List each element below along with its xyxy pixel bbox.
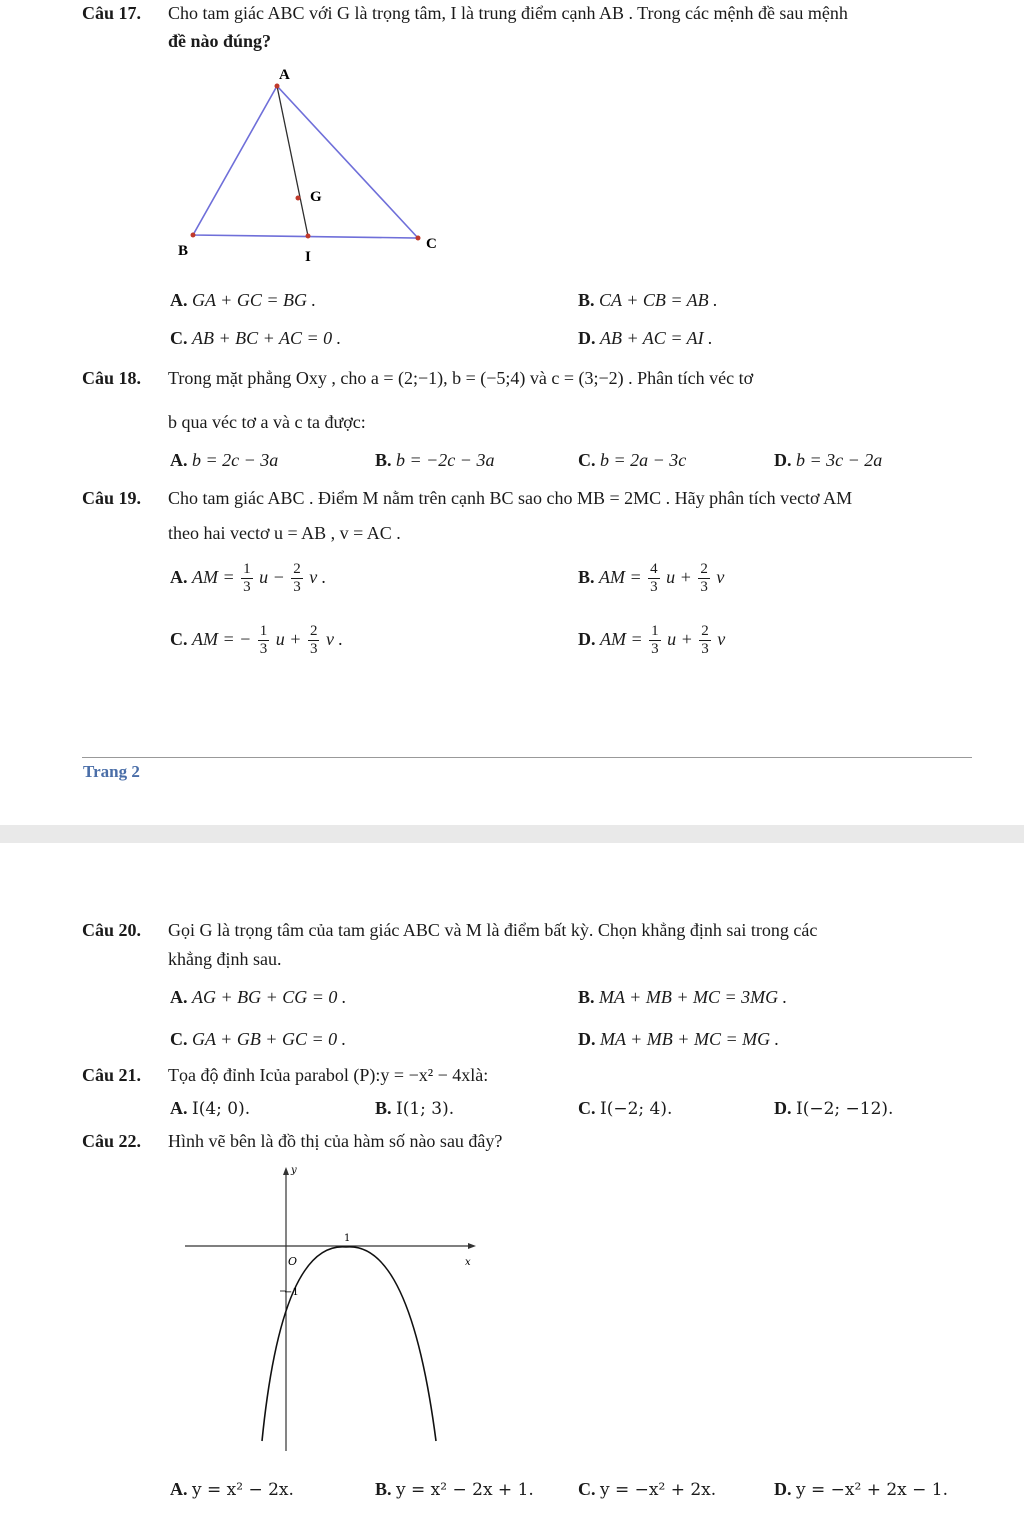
q22-option-c[interactable] xyxy=(578,1478,716,1501)
q20-option-d[interactable] xyxy=(578,1028,779,1050)
option-text: I(−2; 4). xyxy=(600,1099,673,1119)
q18-option-d[interactable] xyxy=(774,449,882,471)
q19-option-c[interactable] xyxy=(170,622,343,658)
point-i xyxy=(306,234,311,239)
option-text: b = 2c − 3a xyxy=(192,450,279,470)
option-term: u + xyxy=(275,629,302,649)
option-label: C. xyxy=(170,328,188,348)
q21-option-a[interactable] xyxy=(170,1097,250,1120)
option-term: v xyxy=(717,629,726,649)
numerator: 2 xyxy=(700,561,708,578)
option-label: C. xyxy=(578,1098,596,1118)
label-i: I xyxy=(305,249,311,265)
x-axis-arrow-icon xyxy=(468,1243,476,1249)
denominator: 3 xyxy=(259,641,268,658)
denominator: 3 xyxy=(650,579,658,596)
option-term: u + xyxy=(667,629,693,649)
label-a: A xyxy=(279,67,290,83)
option-text: I(−2; −12). xyxy=(796,1099,894,1119)
fraction xyxy=(308,623,320,658)
option-lhs: AM = xyxy=(192,567,235,587)
option-label: B. xyxy=(578,567,595,587)
option-text: MA + MB + MC = MG . xyxy=(600,1029,780,1049)
q18-text-line2: b qua véc tơ a và c ta được: xyxy=(168,412,366,432)
option-label: A. xyxy=(170,450,188,470)
q21-option-b[interactable] xyxy=(375,1097,454,1120)
denominator: 3 xyxy=(293,579,301,596)
triangle-abc xyxy=(193,86,418,238)
option-label: C. xyxy=(578,1479,596,1499)
denominator: 3 xyxy=(309,641,318,658)
option-text: AG + BG + CG = 0 . xyxy=(192,987,347,1007)
denominator: 3 xyxy=(243,579,251,596)
option-term: v . xyxy=(325,629,343,649)
q20-option-c[interactable] xyxy=(170,1028,346,1050)
q20-text-line1: Gọi G là trọng tâm của tam giác ABC và M là điểm bất kỳ. Chọn khẳng định sai trong các xyxy=(168,920,818,940)
option-label: D. xyxy=(578,1029,596,1049)
q17-option-d[interactable] xyxy=(578,327,713,349)
option-text: MA + MB + MC = 3MG . xyxy=(599,987,788,1007)
option-lhs: AM = xyxy=(599,567,642,587)
q22-text: Hình vẽ bên là đồ thị của hàm số nào sau đây? xyxy=(168,1131,503,1151)
fraction xyxy=(649,623,661,658)
option-label: A. xyxy=(170,1479,188,1499)
option-label: C. xyxy=(578,450,596,470)
q19-option-a[interactable] xyxy=(170,560,326,596)
option-term: v . xyxy=(309,567,327,587)
fraction xyxy=(648,561,660,596)
point-b xyxy=(191,233,196,238)
origin-label: O xyxy=(288,1255,298,1268)
q18-number: Câu 18. xyxy=(82,368,142,388)
fraction xyxy=(258,623,270,658)
fraction xyxy=(241,561,253,596)
point-c xyxy=(416,236,421,241)
option-label: B. xyxy=(578,290,595,310)
option-text: I(1; 3). xyxy=(396,1099,455,1119)
page-footer: Trang 2 xyxy=(83,762,140,781)
option-lhs: AM = − xyxy=(192,629,252,649)
fraction xyxy=(291,561,303,596)
denominator: 3 xyxy=(701,641,709,658)
option-text: AB + AC = AI . xyxy=(600,328,713,348)
point-a xyxy=(275,84,280,89)
numerator: 4 xyxy=(650,561,658,578)
numerator: 1 xyxy=(651,623,659,640)
x-axis-label: x xyxy=(465,1257,471,1268)
q17-number: Câu 17. xyxy=(82,3,142,23)
q19-option-d[interactable] xyxy=(578,622,725,658)
q20-option-a[interactable] xyxy=(170,986,346,1008)
option-label: B. xyxy=(375,1098,392,1118)
label-c: C xyxy=(426,236,437,252)
triangle-figure xyxy=(160,58,460,268)
q21-option-d[interactable] xyxy=(774,1097,893,1120)
parabola-curve xyxy=(262,1247,436,1441)
page-gap xyxy=(0,825,1024,843)
option-text: b = 3c − 2a xyxy=(796,450,883,470)
option-label: C. xyxy=(170,1029,188,1049)
option-text: GA + GC = BG . xyxy=(192,290,316,310)
option-label: B. xyxy=(578,987,595,1007)
q20-text-line2: khẳng định sau. xyxy=(168,949,282,969)
option-term: u + xyxy=(666,567,692,587)
q22-option-d[interactable] xyxy=(774,1478,948,1501)
option-label: D. xyxy=(774,1098,792,1118)
q17-option-b[interactable] xyxy=(578,289,718,311)
q22-option-a[interactable] xyxy=(170,1478,294,1501)
option-label: D. xyxy=(774,1479,792,1499)
option-text: y = x² − 2x. xyxy=(192,1480,294,1500)
option-label: B. xyxy=(375,1479,392,1499)
option-text: GA + GB + GC = 0 . xyxy=(192,1029,347,1049)
option-term: u − xyxy=(259,567,285,587)
option-label: D. xyxy=(774,450,792,470)
y-axis-label: y xyxy=(291,1165,297,1176)
q19-text-line1: Cho tam giác ABC . Điểm M nằm trên cạnh BC sao cho MB = 2MC . Hãy phân tích vectơ AM xyxy=(168,488,853,508)
numerator: 2 xyxy=(701,623,709,640)
option-label: A. xyxy=(170,1098,188,1118)
option-text: y = −x² + 2x − 1. xyxy=(796,1480,949,1500)
q20-number: Câu 20. xyxy=(82,920,142,940)
option-label: D. xyxy=(578,629,596,649)
numerator: 1 xyxy=(259,623,268,640)
numerator: 2 xyxy=(293,561,301,578)
option-label: A. xyxy=(170,987,188,1007)
fraction xyxy=(699,623,711,658)
q18-option-c[interactable] xyxy=(578,449,686,471)
q21-text: Tọa độ đỉnh Icủa parabol (P):y = −x² − 4xlà: xyxy=(168,1065,489,1085)
numerator: 1 xyxy=(243,561,251,578)
option-label: A. xyxy=(170,290,188,310)
label-b: B xyxy=(178,243,189,259)
q19-option-b[interactable] xyxy=(578,560,724,596)
option-text: CA + CB = AB . xyxy=(599,290,718,310)
parabola-graph xyxy=(180,1161,490,1456)
q18-option-a[interactable] xyxy=(170,449,278,471)
option-label: A. xyxy=(170,567,188,587)
q22-option-b[interactable] xyxy=(375,1478,534,1501)
q21-option-c[interactable] xyxy=(578,1097,672,1120)
q17-option-a[interactable] xyxy=(170,289,316,311)
q18-option-b[interactable] xyxy=(375,449,494,471)
median-ai xyxy=(277,86,308,236)
option-text: y = −x² + 2x. xyxy=(600,1480,717,1500)
q19-number: Câu 19. xyxy=(82,488,142,508)
option-text: I(4; 0). xyxy=(192,1099,251,1119)
page-2 xyxy=(0,843,1024,1516)
option-lhs: AM = xyxy=(600,629,643,649)
denominator: 3 xyxy=(651,641,659,658)
option-text: y = x² − 2x + 1. xyxy=(396,1480,534,1500)
q21-number: Câu 21. xyxy=(82,1065,142,1085)
label-g: G xyxy=(310,189,322,205)
option-label: C. xyxy=(170,629,188,649)
q22-number: Câu 22. xyxy=(82,1131,142,1151)
fraction xyxy=(698,561,710,596)
denominator: 3 xyxy=(700,579,708,596)
q17-text-line1: Cho tam giác ABC với G là trọng tâm, I là trung điểm cạnh AB . Trong các mệnh đề sau mệnh xyxy=(168,3,848,23)
q17-option-c[interactable] xyxy=(170,327,341,349)
tick-x-label: 1 xyxy=(344,1233,351,1244)
option-term: v xyxy=(716,567,725,587)
q20-option-b[interactable] xyxy=(578,986,787,1008)
numerator: 2 xyxy=(309,623,318,640)
footer-divider xyxy=(82,757,972,758)
point-g xyxy=(296,196,301,201)
q18-text-line1: Trong mặt phẳng Oxy , cho a = (2;−1), b = (−5;4) và c = (3;−2) . Phân tích véc tơ xyxy=(168,368,754,388)
q17-text-line2: đề nào đúng? xyxy=(168,31,272,51)
y-axis-arrow-icon xyxy=(283,1167,289,1175)
option-text: AB + BC + AC = 0 . xyxy=(192,328,342,348)
option-label: B. xyxy=(375,450,392,470)
option-label: D. xyxy=(578,328,596,348)
option-text: b = 2a − 3c xyxy=(600,450,687,470)
option-text: b = −2c − 3a xyxy=(396,450,495,470)
tick-y-label: −1 xyxy=(284,1287,299,1298)
q19-text-line2: theo hai vectơ u = AB , v = AC . xyxy=(168,523,401,543)
